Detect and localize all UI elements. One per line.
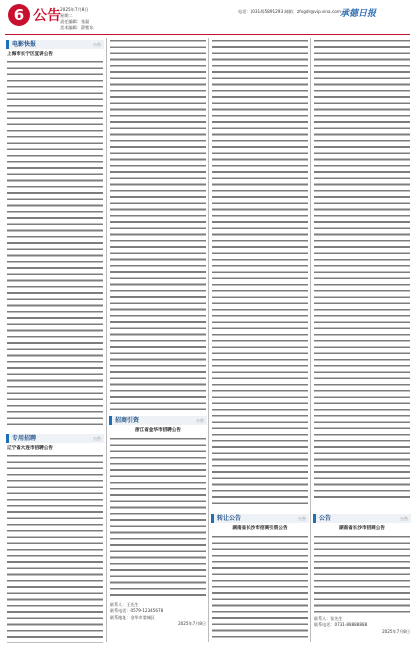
section-sub: 公告 <box>196 418 204 423</box>
section-sub: 公告 <box>298 516 306 521</box>
section-label: 转让公告 <box>217 515 242 522</box>
notice-body <box>212 536 308 642</box>
contact-line: 联系人：张先生 <box>314 616 343 621</box>
section-label: 公告 <box>319 515 332 522</box>
notice-title: 上海市长宁区宣讲公告 <box>7 52 53 57</box>
section-label: 招商引资 <box>115 417 140 424</box>
notice-title-block <box>110 427 206 437</box>
notice-body <box>7 455 103 643</box>
section-header <box>6 434 104 443</box>
notice-title: 湖南省长沙市招商公告 <box>339 526 385 531</box>
notice-body <box>110 40 206 410</box>
meta-art-editor: 美术编辑：薛紫东 <box>60 25 94 30</box>
meta-date: 2025年7月8日 <box>60 7 89 12</box>
contact-block <box>110 602 206 642</box>
section-sub: 公告 <box>93 42 101 47</box>
meta-weekday: 星期二 <box>60 13 73 18</box>
notice-body <box>110 438 206 598</box>
contact-line: 联系人：王先生 <box>110 602 139 607</box>
section-label: 电影快报 <box>12 41 37 48</box>
notice-body <box>314 40 410 498</box>
contact-line: 联系地址：金华市婺城区 <box>110 614 156 620</box>
contact-line: 联系电话：0579-12345678 <box>110 608 164 614</box>
header-contact <box>238 9 341 15</box>
notice-title-block <box>212 525 308 535</box>
section-header <box>109 416 207 425</box>
section-header <box>313 514 411 523</box>
notice-title-block <box>7 445 103 455</box>
notice-title: 湖南省长沙市招商引资公告 <box>232 526 288 531</box>
header-phone: 电话：(0314)5891293 <box>238 9 284 14</box>
notice-body <box>314 536 410 614</box>
section-label: 专用招聘 <box>12 435 37 442</box>
meta-editor: 责任编辑：张磊 <box>60 19 90 24</box>
header-rule <box>5 34 410 35</box>
page-header <box>0 0 415 42</box>
column-divider <box>310 38 311 642</box>
notice-date: 2025年7月8日 <box>178 620 206 626</box>
notice-body <box>212 40 308 508</box>
header-email: 邮箱：zfvgdr@vip.sina.com <box>284 9 341 14</box>
page-section-title: 公告 <box>33 8 61 24</box>
notice-title: 浙江省金华市招聘公告 <box>135 428 181 433</box>
section-header <box>211 514 309 523</box>
notice-title-block <box>314 525 410 535</box>
page-number: 6 <box>8 4 30 26</box>
newspaper-logo: 承德日报 <box>340 9 377 19</box>
column-divider <box>208 38 209 642</box>
notice-title: 辽宁省大连市招聘公告 <box>7 446 53 451</box>
section-sub: 公告 <box>400 516 408 521</box>
section-header <box>6 40 104 49</box>
column-divider <box>106 38 107 642</box>
notice-body <box>7 61 103 429</box>
page-meta <box>60 7 170 31</box>
contact-block <box>314 616 410 644</box>
contact-line: 联系电话：0731-88888888 <box>314 622 368 628</box>
section-sub: 公告 <box>93 436 101 441</box>
notice-date: 2025年7月8日 <box>382 628 410 634</box>
